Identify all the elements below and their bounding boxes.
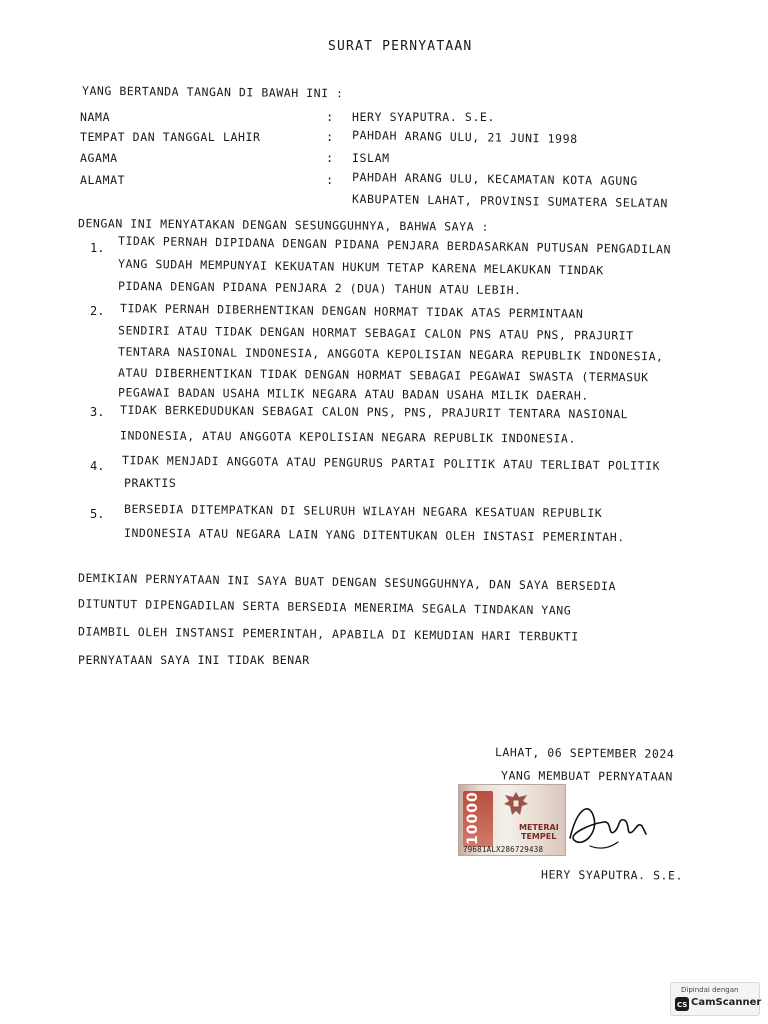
colon: :: [326, 151, 334, 165]
value-agama: ISLAM: [352, 151, 390, 165]
point-3-line-1: TIDAK BERKEDUDUKAN SEBAGAI CALON PNS, PNS, PRAJURIT TENTARA NASIONAL: [119, 402, 629, 422]
stamp-label-1: METERAI: [519, 823, 559, 832]
stamp-label-2: TEMPEL: [521, 832, 557, 841]
point-2-line-4: ATAU DIBERHENTIKAN TIDAK DENGAN HORMAT SEBAGAI PEGAWAI SWASTA (TERMASUK: [117, 365, 649, 385]
statement-intro: DENGAN INI MENYATAKAN DENGAN SESUNGGUHNYA, BAHWA SAYA :: [77, 216, 490, 234]
point-5-line-2: INDONESIA ATAU NEGARA LAIN YANG DITENTUKAN OLEH INSTASI PEMERINTAH.: [123, 525, 625, 545]
label-nama: NAMA: [80, 110, 111, 124]
point-2-line-1: TIDAK PERNAH DIBERHENTIKAN DENGAN HORMAT TIDAK ATAS PERMINTAAN: [119, 301, 584, 321]
signer-role: YANG MEMBUAT PERNYATAAN: [500, 768, 673, 784]
scanner-top-text: Dipindai dengan: [681, 986, 739, 994]
point-2-line-3: TENTARA NASIONAL INDONESIA, ANGGOTA KEPOLISIAN NEGARA REPUBLIK INDONESIA,: [117, 344, 664, 364]
point-number: 5.: [90, 507, 105, 521]
closing-line-3: DIAMBIL OLEH INSTANSI PEMERINTAH, APABILA DI KEMUDIAN HARI TERBUKTI: [77, 624, 579, 644]
closing-line-1: DEMIKIAN PERNYATAAN INI SAYA BUAT DENGAN SESUNGGUHNYA, DAN SAYA BERSEDIA: [77, 570, 617, 594]
point-2-line-2: SENDIRI ATAU TIDAK DENGAN HORMAT SEBAGAI CALON PNS ATAU PNS, PRAJURIT: [117, 323, 634, 343]
value-alamat-1: PAHDAH ARANG ULU, KECAMATAN KOTA AGUNG: [351, 170, 638, 188]
point-4-line-2: PRAKTIS: [124, 476, 177, 490]
document-title: SURAT PERNYATAAN: [328, 39, 473, 54]
camscanner-logo-icon: [675, 997, 689, 1011]
stamp-denomination: 10000: [465, 791, 481, 845]
scanner-brand: CamScanner: [691, 997, 762, 1008]
point-1-line-3: PIDANA DENGAN PIDANA PENJARA 2 (DUA) TAHUN ATAU LEBIH.: [117, 278, 522, 298]
point-1-line-1: TIDAK PERNAH DIPIDANA DENGAN PIDANA PENJARA BERDASARKAN PUTUSAN PENGADILAN: [117, 233, 672, 257]
colon: :: [326, 110, 334, 124]
closing-line-4: PERNYATAAN SAYA INI TIDAK BENAR: [78, 653, 310, 667]
signer-name: HERY SYAPUTRA. S.E.: [540, 867, 684, 883]
garuda-emblem-icon: [501, 789, 531, 819]
scanner-watermark: [670, 982, 760, 1016]
point-3-line-2: INDONESIA, ATAU ANGGOTA KEPOLISIAN NEGARA REPUBLIK INDONESIA.: [119, 428, 576, 446]
label-alamat: ALAMAT: [80, 173, 126, 187]
point-1-line-2: YANG SUDAH MEMPUNYAI KEKUATAN HUKUM TETAP KARENA MELAKUKAN TINDAK: [117, 256, 604, 278]
meterai-stamp: [458, 784, 566, 856]
label-ttl: TEMPAT DAN TANGGAL LAHIR: [80, 130, 261, 144]
point-2-line-5: PEGAWAI BADAN USAHA MILIK NEGARA ATAU BADAN USAHA MILIK DAERAH.: [117, 385, 589, 403]
label-agama: AGAMA: [80, 151, 118, 165]
svg-text:CS: CS: [677, 1001, 688, 1009]
signature-scribble: [560, 796, 660, 856]
point-number: 1.: [90, 241, 105, 255]
colon: :: [326, 130, 334, 144]
point-number: 3.: [90, 405, 105, 419]
point-number: 4.: [90, 459, 105, 473]
value-ttl: PAHDAH ARANG ULU, 21 JUNI 1998: [351, 128, 578, 146]
stamp-serial: 79681ALX286729438: [463, 845, 544, 854]
point-4-line-1: TIDAK MENJADI ANGGOTA ATAU PENGURUS PARTAI POLITIK ATAU TERLIBAT POLITIK: [121, 453, 661, 473]
intro-line: YANG BERTANDA TANGAN DI BAWAH INI :: [81, 83, 344, 101]
colon: :: [326, 173, 334, 187]
value-alamat-2: KABUPATEN LAHAT, PROVINSI SUMATERA SELATAN: [351, 191, 669, 211]
point-5-line-1: BERSEDIA DITEMPATKAN DI SELURUH WILAYAH NEGARA KESATUAN REPUBLIK: [123, 501, 603, 521]
value-nama: HERY SYAPUTRA. S.E.: [352, 110, 495, 124]
closing-line-2: DITUNTUT DIPENGADILAN SERTA BERSEDIA MENERIMA SEGALA TINDAKAN YANG: [77, 596, 572, 618]
place-date: LAHAT, 06 SEPTEMBER 2024: [494, 745, 675, 761]
point-number: 2.: [90, 304, 105, 318]
